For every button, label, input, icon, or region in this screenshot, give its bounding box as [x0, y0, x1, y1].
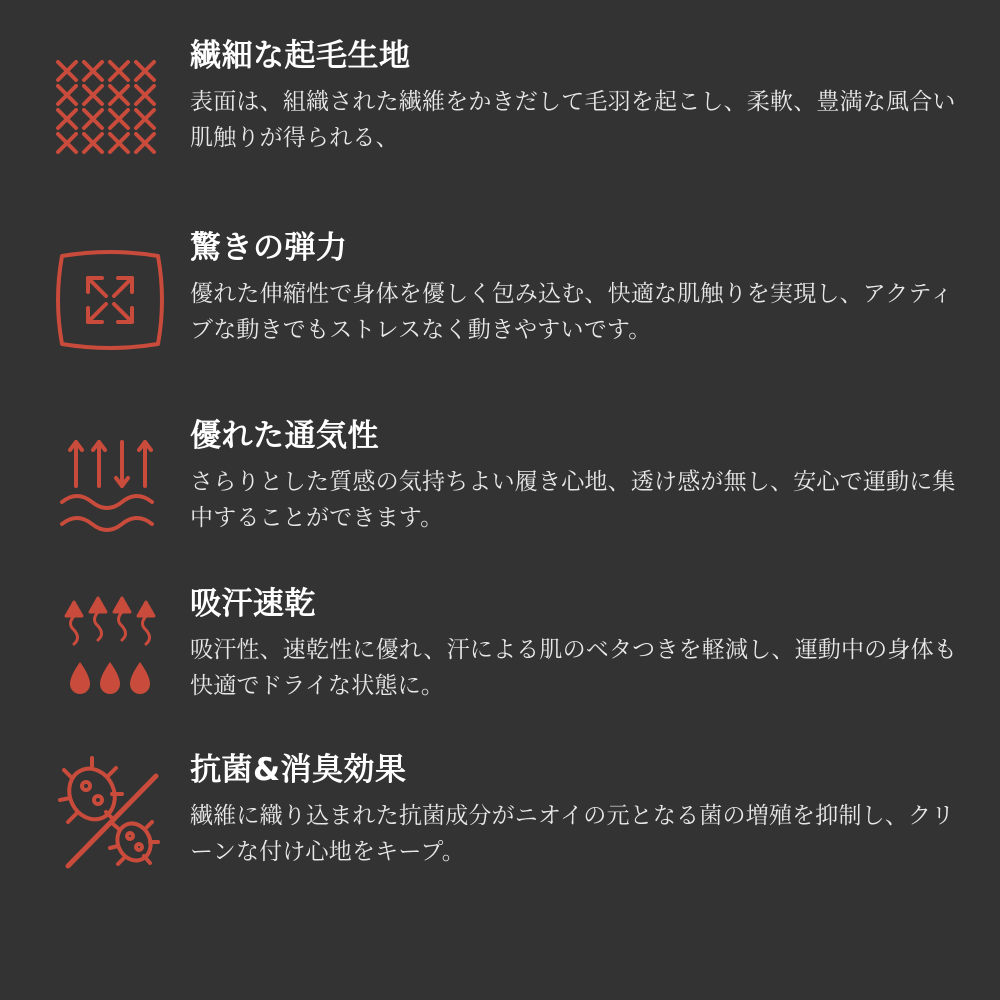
feature-item — [30, 586, 970, 708]
feature-description: 表面は、組織された繊維をかきだして毛羽を起こし、柔軟、豊満な風合い肌触りが得られる、 — [190, 89, 956, 151]
antibacterial-deodorant-icon — [50, 754, 170, 874]
feature-text-cell — [190, 38, 970, 156]
feature-description: 吸汗性、速乾性に優れ、汗による肌のベタつきを軽減し、運動中の身体も快適でドライな状態に。 — [190, 637, 957, 699]
feature-description: さらりとした質感の気持ちよい履き心地、透け感が無し、安心で運動に集中することができます。 — [190, 469, 956, 531]
feature-item — [30, 230, 970, 360]
feature-icon-cell — [30, 586, 190, 708]
feature-item — [30, 38, 970, 168]
woven-fabric-texture-icon — [50, 48, 170, 168]
feature-icon-cell — [30, 230, 190, 360]
feature-title: 驚きの弾力 — [190, 230, 348, 266]
feature-title: 抗菌&消臭効果 — [190, 752, 407, 788]
feature-icon-cell — [30, 418, 190, 548]
feature-description: 繊維に織り込まれた抗菌成分がニオイの元となる菌の増殖を抑制し、クリーンな付け心地をキープ。 — [190, 803, 955, 865]
feature-item — [30, 752, 970, 874]
feature-icon-cell — [30, 38, 190, 168]
moisture-wicking-quick-dry-icon — [50, 588, 170, 708]
four-way-stretch-arrows-icon — [50, 240, 170, 360]
feature-text-cell — [190, 418, 970, 536]
feature-text-cell — [190, 230, 970, 348]
feature-title: 繊細な起毛生地 — [190, 38, 411, 74]
feature-icon-cell — [30, 752, 190, 874]
feature-text-cell — [190, 586, 970, 704]
feature-title: 吸汗速乾 — [190, 586, 316, 622]
feature-description: 優れた伸縮性で身体を優しく包み込む、快適な肌触りを実現し、アクティブな動きでもストレスなく動きやすいです。 — [190, 281, 954, 343]
feature-title: 優れた通気性 — [190, 418, 379, 454]
feature-item — [30, 418, 970, 548]
breathability-airflow-icon — [50, 428, 170, 548]
feature-text-cell — [190, 752, 970, 870]
